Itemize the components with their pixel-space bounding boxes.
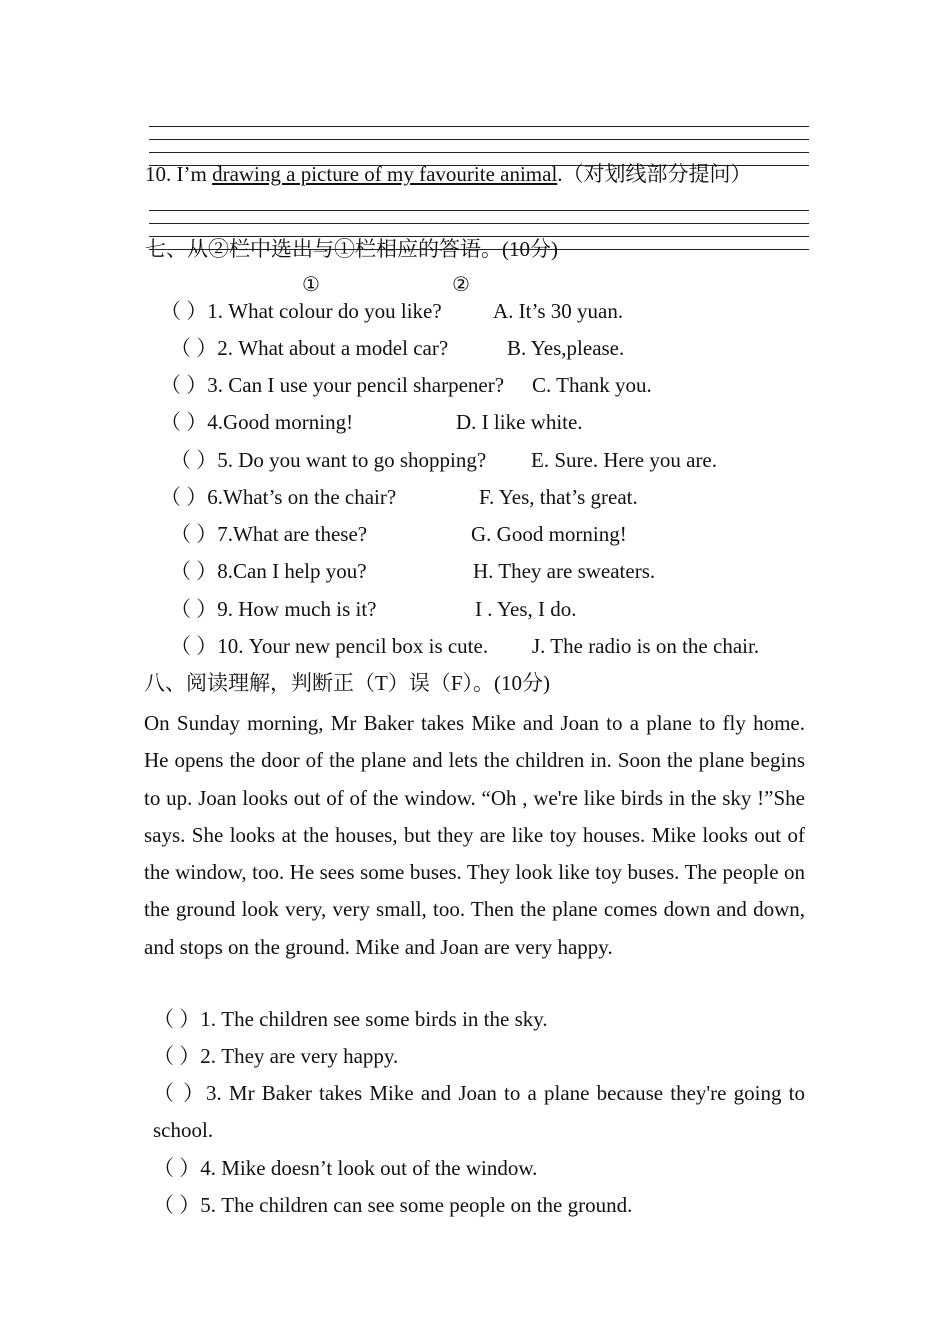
match-question-4: （ ）4.Good morning! [160, 410, 354, 434]
reading-passage: On Sunday morning, Mr Baker takes Mike and Joan to a plane to fly home. He opens the door of the plane and lets the children in. Soon the plane begins to up. Joan looks out of of the window. “Oh , we're like birds in the sky !”She says. She looks at the houses, but they are like toy houses. Mike looks out of the window, too. He sees some buses. They look like toy buses. The people on the ground look very, very small, too. Then the plane comes down and down, and stops on the ground. Mike and Joan are very happy. [144, 711, 805, 959]
match-question-1: （ ）1. What colour do you like? [160, 299, 442, 323]
match-question-3: （ ）3. Can I use your pencil sharpener? [160, 373, 505, 397]
answer-line [149, 126, 809, 127]
answer-line [149, 139, 809, 140]
reading-question-3: （ ）3. Mr Baker takes Mike and Joan to a plane because they're going to school. [153, 1081, 805, 1143]
reading-question-1: （ ）1. The children see some birds in the sky. [153, 1007, 548, 1031]
question-10 [145, 161, 752, 187]
answer-line [149, 152, 809, 153]
column-2-marker: ② [452, 274, 470, 296]
match-question-6: （ ）6.What’s on the chair? [160, 485, 397, 509]
question-10-underlined: drawing a picture of my favourite animal [212, 162, 558, 186]
match-answer-b: B. Yes,please. [507, 336, 625, 360]
reading-question-5: （ ）5. The children can see some people on the ground. [153, 1193, 633, 1217]
match-question-8: （ ）8.Can I help you? [170, 559, 367, 583]
match-question-10: （ ）10. Your new pencil box is cute. [170, 634, 489, 658]
column-1-marker: ① [302, 274, 320, 296]
section-7-heading: 七、从②栏中选出与①栏相应的答语。(10分) [145, 237, 558, 261]
match-answer-f: F. Yes, that’s great. [479, 485, 638, 509]
answer-line [149, 223, 809, 224]
section-8-heading: 八、阅读理解，判断正（T）误（F）。(10分) [144, 671, 550, 695]
match-answer-a: A. It’s 30 yuan. [493, 299, 624, 323]
answer-line [149, 210, 809, 211]
question-10-suffix: .（对划线部分提问） [557, 162, 752, 186]
match-answer-c: C. Thank you. [532, 373, 652, 397]
match-answer-g: G. Good morning! [471, 522, 627, 546]
match-answer-d: D. I like white. [456, 410, 583, 434]
match-answer-h: H. They are sweaters. [473, 559, 656, 583]
reading-question-4: （ ）4. Mike doesn’t look out of the window. [153, 1156, 538, 1180]
match-question-2: （ ）2. What about a model car? [170, 336, 449, 360]
match-question-9: （ ）9. How much is it? [170, 597, 377, 621]
match-answer-e: E. Sure. Here you are. [531, 448, 718, 472]
match-answer-i: I . Yes, I do. [475, 597, 577, 621]
match-question-7: （ ）7.What are these? [170, 522, 368, 546]
match-answer-j: J. The radio is on the chair. [532, 634, 760, 658]
match-question-5: （ ）5. Do you want to go shopping? [170, 448, 487, 472]
question-10-prefix: 10. I’m [145, 162, 213, 186]
reading-question-2: （ ）2. They are very happy. [153, 1044, 399, 1068]
